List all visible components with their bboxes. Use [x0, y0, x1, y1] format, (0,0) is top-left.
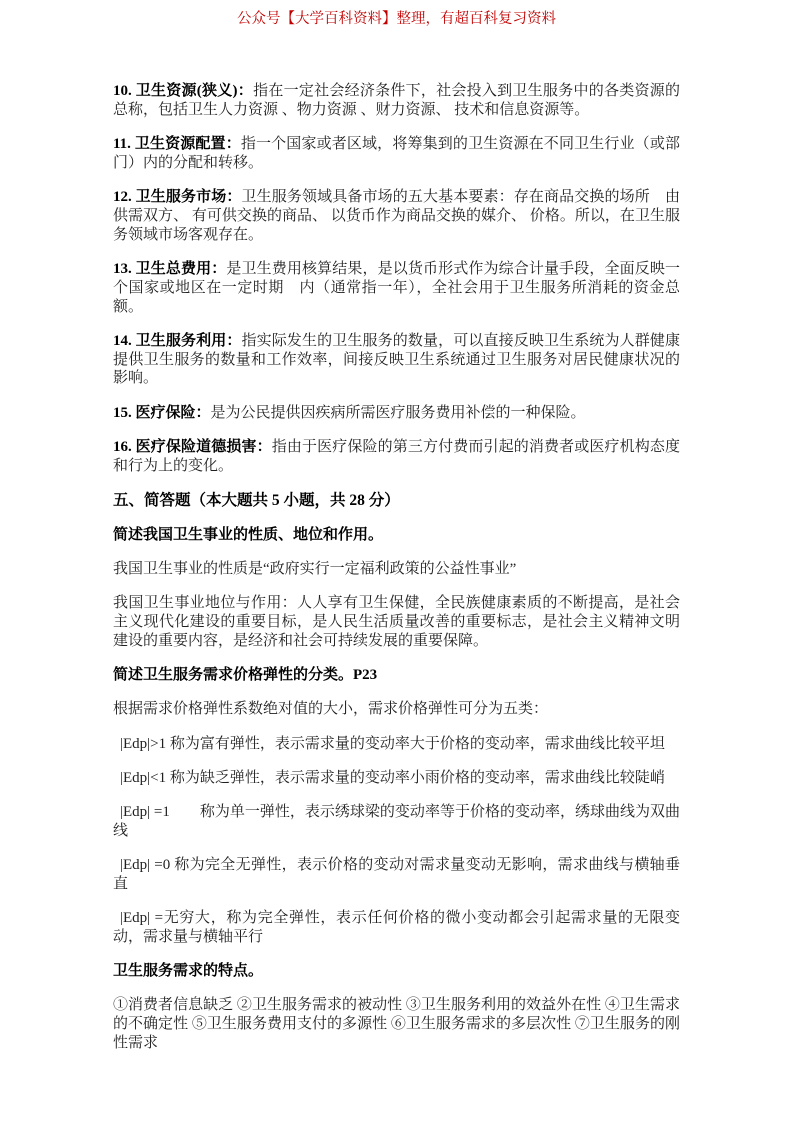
definition-term: 15. 医疗保险：: [113, 404, 211, 421]
answer-paragraph: |Edp|>1 称为富有弹性，表示需求量的变动率大于价格的变动率，需求曲线比较平坦: [120, 735, 665, 752]
definition-term: 11. 卫生资源配置：: [113, 136, 241, 153]
definition-item-12: [113, 188, 680, 244]
definition-item-15: [113, 404, 680, 423]
definition-item-10: [113, 82, 680, 120]
answer-paragraph: 根据需求价格弹性系数绝对值的大小，需求价格弹性可分为五类：: [113, 701, 549, 718]
question-heading-3: 卫生服务需求的特点。: [113, 963, 264, 980]
definition-item-14: [113, 332, 680, 388]
definition-text: 卫生服务领域具备市场的五大基本要素：存在商品交换的场所 由供需双方、 有可供交换的商品、 以货币作为商品交换的媒介、 价格。所以，在卫生服务领域市场客观存在。: [113, 189, 680, 243]
header-text: 公众号【大学百科资料】整理，有超百科复习资料: [237, 11, 556, 27]
definition-text: 指在一定社会经济条件下，社会投入到卫生服务中的各类资源的总称，包括卫生人力资源 、物力资源 、财力资源、 技术和信息资源等。: [113, 83, 680, 119]
definition-item-16: [113, 438, 680, 476]
answer-paragraph: 我国卫生事业的性质是“政府实行一定福利政策的公益性事业”: [113, 561, 517, 578]
answer-paragraph: ①消费者信息缺乏 ②卫生服务需求的被动性 ③卫生服务利用的效益外在性 ④卫生需求的不确定性 ⑤卫生服务费用支付的多源性 ⑥卫生服务需求的多层次性 ⑦卫生服务的刚性需求: [113, 997, 680, 1051]
definition-item-13: [113, 260, 680, 316]
section-heading: 五、简答题（本大题共 5 小题，共 28 分）: [113, 491, 400, 509]
header-banner: [0, 0, 793, 28]
definition-term: 16. 医疗保险道德损害：: [113, 438, 272, 455]
document-body: [113, 82, 680, 1052]
definition-term: 12. 卫生服务市场：: [113, 189, 242, 206]
definition-term: 14. 卫生服务利用：: [113, 332, 242, 349]
answer-paragraph: 我国卫生事业地位与作用：人人享有卫生保健，全民族健康素质的不断提高，是社会主义现代化建设的重要目标，是人民生活质量改善的重要标志，是社会主义精神文明建设的重要内容，是经济和社会可持续发展的重要保障。: [113, 595, 680, 649]
answer-paragraph: |Edp| =1 称为单一弹性，表示绣球梁的变动率等于价格的变动率，绣球曲线为双曲线: [113, 804, 680, 839]
question-heading-1: 简述我国卫生事业的性质、地位和作用。: [113, 526, 384, 543]
answer-paragraph: |Edp|<1 称为缺乏弹性，表示需求量的变动率小雨价格的变动率，需求曲线比较陡峭: [120, 769, 665, 786]
definition-text: 指由于医疗保险的第三方付费而引起的消费者或医疗机构态度和行为上的变化。: [113, 438, 680, 474]
definition-term: 10. 卫生资源(狭义)：: [113, 83, 254, 100]
definition-item-11: [113, 135, 680, 173]
definition-text: 指一个国家或者区域，将筹集到的卫生资源在不同卫生行业（或部门）内的分配和转移。: [113, 136, 680, 172]
definition-text: 是卫生费用核算结果，是以货币形式作为综合计量手段，全面反映一个国家或地区在一定时期 内（通常指一年），全社会用于卫生服务所消耗的资金总额。: [113, 261, 680, 315]
question-heading-2: 简述卫生服务需求价格弹性的分类。P23: [113, 667, 378, 684]
definition-text: 指实际发生的卫生服务的数量，可以直接反映卫生系统为人群健康提供卫生服务的数量和工作效率，间接反映卫生系统通过卫生服务对居民健康状况的影响。: [113, 332, 680, 387]
answer-paragraph: |Edp| =无穷大，称为完全弹性，表示任何价格的微小变动都会引起需求量的无限变动，需求量与横轴平行: [113, 910, 680, 945]
answer-paragraph: |Edp| =0 称为完全无弹性，表示价格的变动对需求量变动无影响，需求曲线与横轴垂直: [113, 857, 680, 892]
definition-text: 是为公民提供因疾病所需医疗服务费用补偿的一种保险。: [210, 404, 586, 421]
definition-term: 13. 卫生总费用：: [113, 261, 227, 278]
